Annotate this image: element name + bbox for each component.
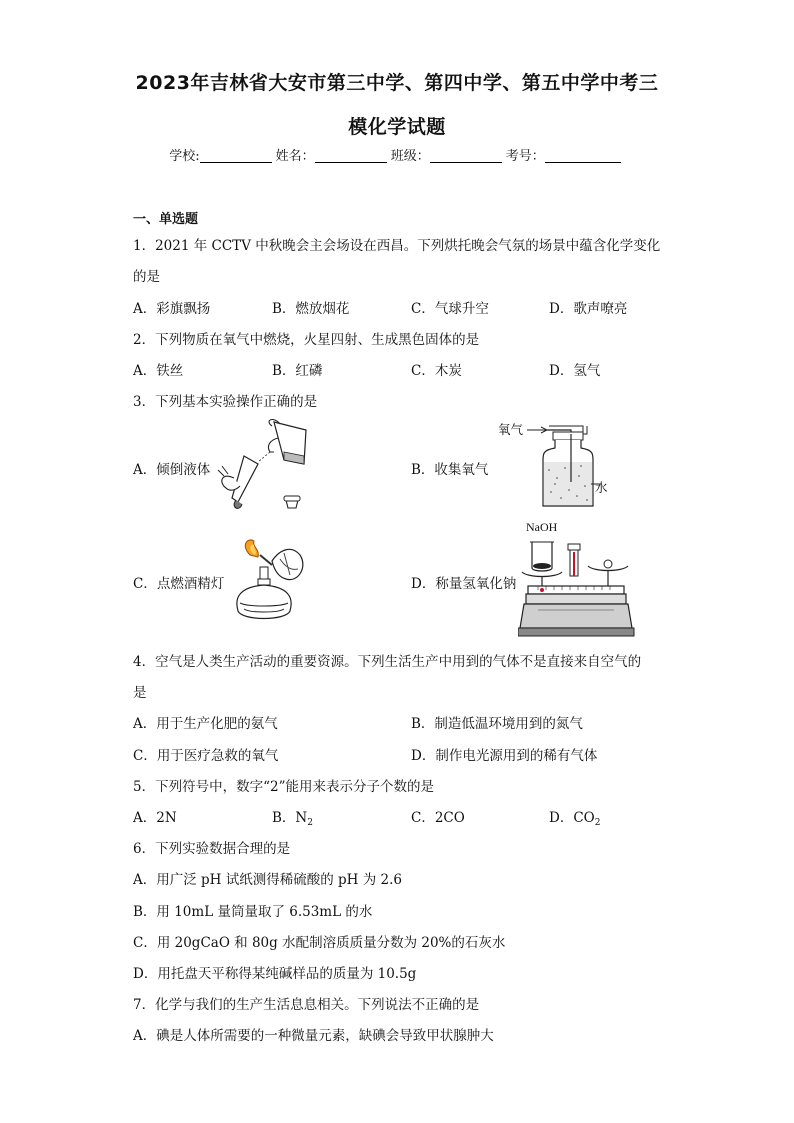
name-blank[interactable] [315, 148, 387, 163]
naoh-label: NaOH [526, 520, 558, 534]
q3-option-a[interactable]: A．倾倒液体 [133, 462, 211, 478]
q5-option-b[interactable] [272, 806, 313, 828]
q1-stem-line1: 1．2021 年 CCTV 中秋晚会主会场设在西昌。下列烘托晚会气氛的场景中蕴含化学变化 [133, 238, 661, 254]
q7-option-a[interactable]: A．碘是人体所需要的一种微量元素，缺碘会导致甲状腺肿大 [133, 1028, 494, 1044]
section-heading: 一、单选题 [133, 212, 199, 227]
number-blank[interactable] [545, 148, 621, 163]
q4-option-c[interactable]: C．用于医疗急救的氧气 [133, 748, 279, 764]
number-label: 考号： [505, 149, 545, 164]
q2-option-c[interactable]: C．木炭 [411, 363, 462, 379]
q5-option-d[interactable] [549, 806, 600, 828]
q2-option-a[interactable]: A．铁丝 [133, 363, 184, 379]
q3-option-c[interactable]: C．点燃酒精灯 [133, 576, 225, 592]
q4-option-d[interactable]: D．制作电光源用到的稀有气体 [411, 748, 598, 764]
q5-option-a[interactable]: A．2N [133, 810, 177, 826]
q3-stem: 3．下列基本实验操作正确的是 [133, 394, 318, 410]
q1-stem-line2: 的是 [133, 269, 160, 285]
student-info-row [0, 145, 794, 164]
q7-stem: 7．化学与我们的生产生活息息相关。下列说法不正确的是 [133, 997, 480, 1013]
q5-option-c[interactable]: C．2CO [411, 810, 465, 826]
q6-stem: 6．下列实验数据合理的是 [133, 841, 291, 857]
balance-figure [518, 536, 636, 640]
name-label: 姓名： [275, 149, 315, 164]
q6-option-d[interactable]: D．用托盘天平称得某纯碱样品的质量为 10.5g [133, 966, 417, 982]
water-label: 水 [595, 480, 608, 495]
q5-option-b-main: B．N [272, 810, 308, 826]
q5-option-d-main: D．CO [549, 810, 595, 826]
oxygen-label: 氧气 [498, 422, 524, 437]
q3-option-d[interactable]: D．称量氢氧化钠 [411, 576, 517, 592]
school-blank[interactable] [200, 148, 272, 163]
exam-title-line2: 模化学试题 [348, 116, 446, 138]
gas-collection-bottle-figure [525, 420, 605, 512]
q6-option-a[interactable]: A．用广泛 pH 试纸测得稀硫酸的 pH 为 2.6 [133, 872, 403, 888]
q5-option-d-subscript: 2 [594, 818, 601, 828]
q6-option-b[interactable]: B．用 10mL 量筒量取了 6.53mL 的水 [133, 904, 373, 920]
q1-option-b[interactable]: B．燃放烟花 [272, 301, 350, 317]
q4-option-b[interactable]: B．制造低温环境用到的氮气 [411, 716, 583, 732]
q4-stem-line1: 4．空气是人类生产活动的重要资源。下列生活生产中用到的气体不是直接来自空气的 [133, 654, 642, 670]
q1-option-c[interactable]: C．气球升空 [411, 301, 489, 317]
q4-stem-line2: 是 [133, 685, 147, 701]
q4-option-a[interactable]: A．用于生产化肥的氨气 [133, 716, 278, 732]
class-blank[interactable] [430, 148, 502, 163]
pouring-liquid-figure [214, 416, 314, 516]
q2-option-d[interactable]: D．氢气 [549, 363, 601, 379]
q5-option-b-subscript: 2 [307, 818, 313, 828]
alcohol-lamp-figure [220, 535, 320, 627]
q5-stem: 5．下列符号中，数字“2”能用来表示分子个数的是 [133, 779, 434, 795]
exam-title-line1: 2023年吉林省大安市第三中学、第四中学、第五中学中考三 [135, 72, 659, 94]
q2-option-b[interactable]: B．红磷 [272, 363, 323, 379]
q2-stem: 2．下列物质在氧气中燃烧，火星四射、生成黑色固体的是 [133, 332, 480, 348]
q1-option-a[interactable]: A．彩旗飘扬 [133, 301, 211, 317]
q3-option-b[interactable]: B．收集氧气 [411, 462, 489, 478]
q6-option-c[interactable]: C．用 20gCaO 和 80g 水配制溶质质量分数为 20%的石灰水 [133, 935, 506, 951]
q1-option-d[interactable]: D．歌声嘹亮 [549, 301, 628, 317]
class-label: 班级： [390, 149, 430, 164]
school-label: 学校: [169, 149, 200, 164]
